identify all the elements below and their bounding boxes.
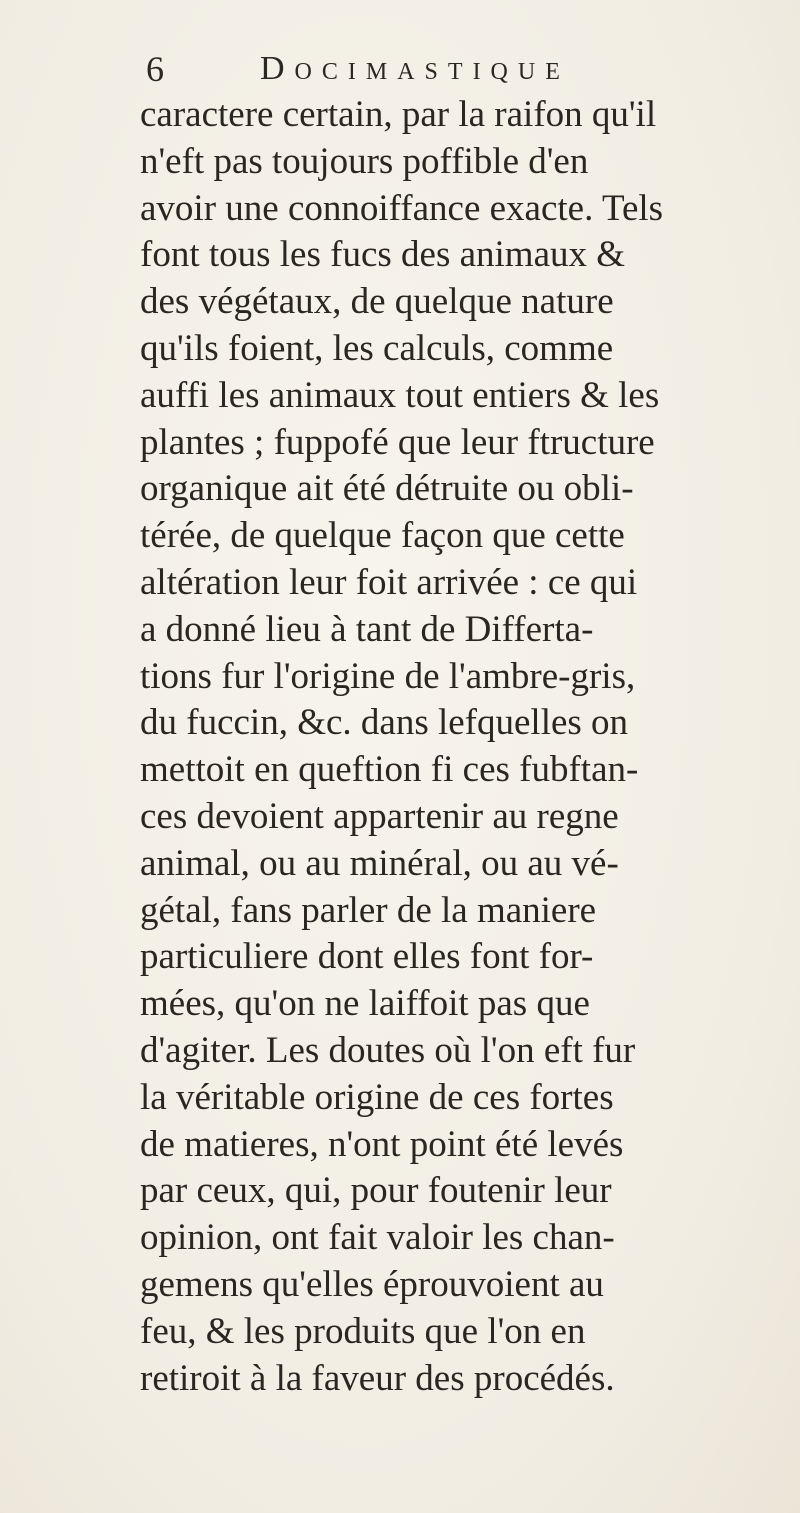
text-line: opinion, ont fait valoir les chan- [140,1217,615,1259]
text-line: auffi les animaux tout entiers & les [140,374,660,416]
text-line: térée, de quelque façon que cette [140,515,625,557]
text-line: des végétaux, de quelque nature [140,281,614,323]
text-line: plantes ; fuppofé que leur ftructure [140,421,655,463]
text-line: la véritable origine de ces fortes [140,1076,614,1118]
text-line: de matieres, n'ont point été levés [140,1123,624,1165]
text-line: avoir une connoiffance exacte. Tels [140,187,664,229]
running-title: Docimastique [260,50,570,87]
text-line: retiroit à la faveur des procédés. [140,1357,615,1399]
text-line: particuliere dont elles font for- [140,936,594,978]
text-line: du fuccin, &c. dans lefquelles on [140,702,629,744]
text-line: mettoit en queftion fi ces fubftan- [140,749,639,791]
text-line: mées, qu'on ne laiffoit pas que [140,983,590,1025]
text-line: animal, ou au minéral, ou au vé- [140,842,619,884]
text-line: feu, & les produits que l'on en [140,1310,586,1352]
text-line: tions fur l'origine de l'ambre-gris, [140,655,636,697]
text-line: d'agiter. Les doutes où l'on eft fur [140,1029,636,1071]
text-line: n'eft pas toujours poffible d'en [140,140,589,182]
text-line: ces devoient appartenir au regne [140,795,619,837]
text-line: a donné lieu à tant de Differta- [140,608,594,650]
text-line: font tous les fucs des animaux & [140,234,626,276]
text-line: organique ait été détruite ou obli- [140,468,634,510]
page-header [140,46,780,92]
text-line: par ceux, qui, pour foutenir leur [140,1170,612,1212]
text-line: altération leur foit arrivée : ce qui [140,561,638,603]
text-line: caractere certain, par la raifon qu'il [140,94,657,135]
text-line: gétal, fans parler de la maniere [140,889,597,931]
page-number: 6 [146,49,164,89]
body-text [140,92,780,1402]
text-line: qu'ils foient, les calculs, comme [140,327,614,369]
text-line: gemens qu'elles éprouvoient au [140,1263,604,1305]
